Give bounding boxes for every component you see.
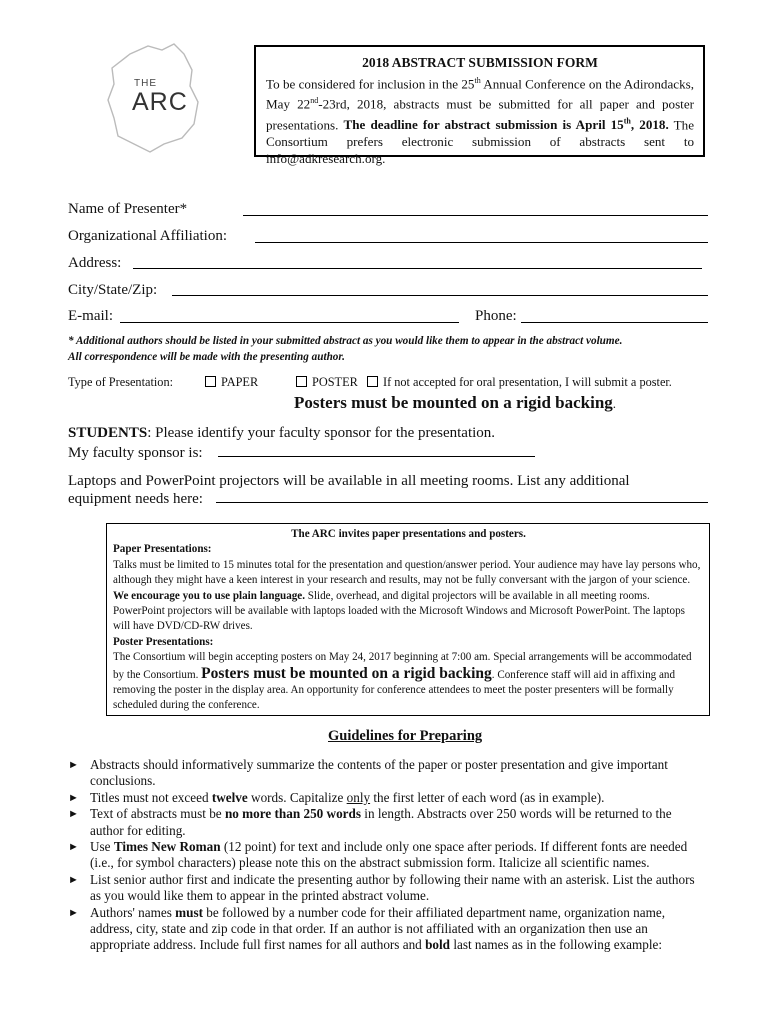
guideline-item: ► Text of abstracts must be no more than 250 words in length. Abstracts over 250 words will be returned to the author for editing. (68, 806, 672, 838)
deadline-text: The deadline for abstract submission is April 15th, 2018. (343, 116, 669, 133)
authors-note (68, 333, 708, 365)
arrow-bullet-icon: ► (68, 841, 79, 854)
guideline-item: ► List senior author first and indicate the presenting author by following their name with an asterisk. List the authors as you would like them to appear in the printed abstract volume. (68, 871, 695, 904)
equipment-input-line[interactable] (216, 502, 708, 503)
poster-checkbox[interactable] (296, 376, 307, 387)
affiliation-label: Organizational Affiliation: (68, 228, 227, 244)
presenter-label: Name of Presenter* (68, 201, 188, 217)
email-label: E-mail: (68, 308, 113, 324)
arrow-bullet-icon: ► (68, 808, 79, 821)
form-title: 2018 ABSTRACT SUBMISSION FORM (362, 55, 598, 70)
paper-option-label: PAPER (221, 375, 259, 389)
city-state-zip-input-line[interactable] (172, 295, 708, 296)
guideline-item: ► Use Times New Roman (12 point) for text and include only one space after periods. If different fonts are needed (i.e., for symbol characters) please note this on the abstract submission form. Italicize all scientific names. (68, 839, 688, 871)
guidelines-list (68, 757, 708, 954)
arrow-bullet-icon: ► (68, 906, 79, 919)
city-state-zip-label: City/State/Zip: (68, 282, 158, 298)
presentation-type-label: Type of Presentation: (68, 375, 174, 389)
oral-fallback-checkbox[interactable] (367, 376, 378, 387)
paper-presentations-heading: Paper Presentations: (113, 543, 212, 556)
affiliation-input-line[interactable] (255, 242, 708, 243)
presentation-info-box (106, 523, 710, 716)
poster-presentations-heading: Poster Presentations: (113, 635, 214, 648)
header-box (254, 45, 705, 167)
equipment-label: equipment needs here: (68, 491, 203, 507)
authors-note-line1: * Additional authors should be listed in your submitted abstract as you would like them to appear in the abstract volume. (68, 335, 623, 347)
poster-presentations-text: The Consortium will begin accepting posters on May 24, 2017 beginning at 7:00 am. Special arrangements will be accommodated by the Consortium. Posters must be mounted on a rigid backing. Conference staff will aid in affixing and removing the poster in the display area. An opportunity for conference attendees to meet the poster presenters will be formally scheduled during the conference. (113, 651, 692, 712)
arrow-bullet-icon: ► (68, 873, 79, 886)
address-input-line[interactable] (133, 268, 702, 269)
students-instruction: STUDENTS: Please identify your faculty sponsor for the presentation. (68, 425, 496, 441)
faculty-sponsor-input-line[interactable] (218, 456, 535, 457)
phone-label: Phone: (475, 308, 517, 324)
logo-the-text: THE (134, 78, 157, 89)
arrow-bullet-icon: ► (68, 791, 79, 804)
paper-presentations-text: Talks must be limited to 15 minutes total for the presentation and question/answer period. Your audience may have lay persons who, although they might have a keen interest in your research and results, may not be fully conversant with the jargon of your science. We encourage you to use plain language. Slide, overhead, and digital projectors will be available in all meeting rooms. PowerPoint projectors will be available with laptops loaded with the Microsoft Windows and Microsoft PowerPoint. The laptops will have DVD/CD-RW drives. (113, 558, 701, 633)
authors-note-line2: All correspondence will be made with the presenting author. (68, 351, 345, 363)
guideline-item: ► Abstracts should informatively summarize the contents of the paper or poster presentation and give important conclusions. (68, 757, 668, 789)
oral-fallback-label: If not accepted for oral presentation, I will submit a poster. (383, 375, 672, 389)
header-text: To be considered for inclusion in the 25th Annual Conference on the Adirondacks, May 22nd-23rd, 2018, abstracts must be submitted for all paper and poster presentations. The deadline for abstract submission is April 15th, 2018. The Consortium prefers electronic submission of abstracts sent to info@adkresearch.org. (266, 76, 695, 167)
logo-arc-text: ARC (132, 88, 188, 116)
guideline-item: ► Authors' names must be followed by a number code for their affiliated department name, organization name, address, city, state and zip code in that order. If an author is not affiliated with an organization then use an appropriate address. Include full first names for all authors and bold last names as in the following example: (68, 904, 665, 953)
guidelines-title: Guidelines for Preparing (328, 728, 483, 744)
presenter-input-line[interactable] (243, 215, 708, 216)
address-label: Address: (68, 255, 122, 271)
email-input-line[interactable] (120, 322, 459, 323)
info-box-title: The ARC invites paper presentations and posters. (291, 528, 526, 540)
guideline-item: ► Titles must not exceed twelve words. Capitalize only the first letter of each word (as in example). (68, 789, 605, 805)
faculty-sponsor-label: My faculty sponsor is: (68, 445, 203, 461)
arc-logo (100, 40, 210, 155)
arrow-bullet-icon: ► (68, 759, 79, 771)
phone-input-line[interactable] (521, 322, 708, 323)
paper-checkbox[interactable] (205, 376, 216, 387)
equipment-text-line1: Laptops and PowerPoint projectors will be available in all meeting rooms. List any additional (68, 473, 630, 489)
posters-rigid-backing-notice: Posters must be mounted on a rigid backing. (294, 393, 617, 412)
poster-option-label: POSTER (312, 375, 358, 389)
